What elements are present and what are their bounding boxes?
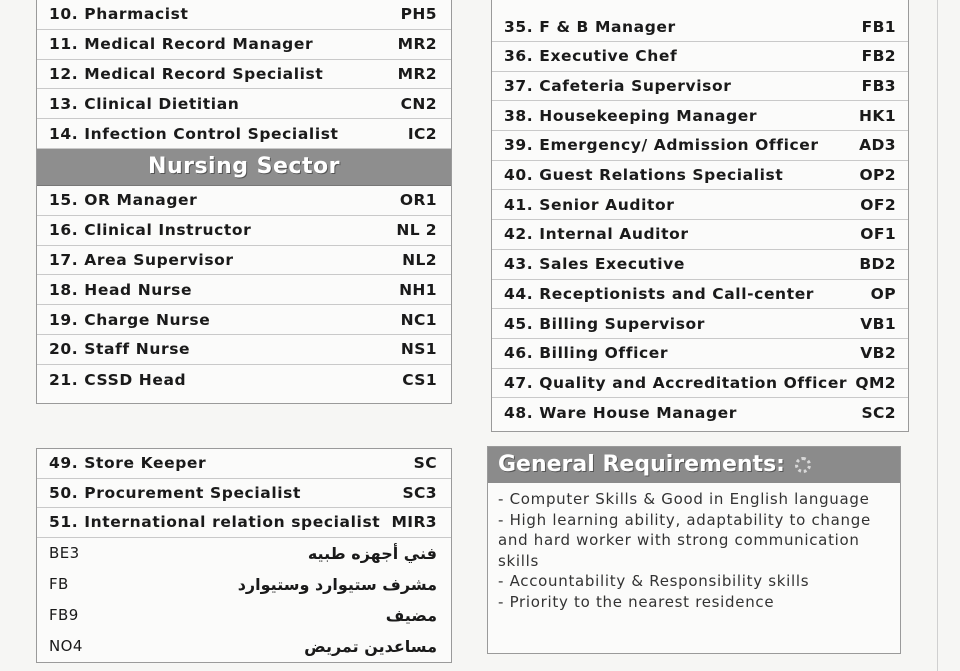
job-row [492, 190, 908, 220]
job-title: 35. F & B Manager [504, 17, 676, 36]
arabic-job-title: مساعدين تمريض [304, 636, 437, 656]
job-title: 37. Cafeteria Supervisor [504, 77, 732, 96]
requirement-item: - Priority to the nearest residence [498, 592, 775, 611]
job-title: 17. Area Supervisor [49, 250, 234, 269]
job-code: SC [413, 454, 437, 473]
job-row [492, 280, 908, 310]
job-title: 42. Internal Auditor [504, 225, 689, 244]
job-code: OP [870, 284, 896, 303]
job-code: NL2 [402, 250, 437, 269]
arabic-job-row [37, 569, 451, 600]
job-list-panel-bottom [36, 448, 452, 663]
requirements-title: General Requirements: [498, 452, 785, 477]
job-code: SC3 [402, 483, 437, 502]
job-title: 21. CSSD Head [49, 370, 187, 389]
job-row [37, 365, 451, 395]
job-row [492, 101, 908, 131]
job-code: QM2 [855, 373, 896, 392]
job-row [37, 119, 451, 149]
requirements-banner [488, 447, 900, 483]
job-row [37, 0, 451, 30]
job-code: FB9 [49, 606, 79, 625]
job-row [492, 72, 908, 102]
job-code: NH1 [399, 280, 437, 299]
job-title: 38. Housekeeping Manager [504, 106, 758, 125]
job-title: 43. Sales Executive [504, 255, 685, 274]
job-code: MIR3 [391, 513, 437, 532]
job-title: 18. Head Nurse [49, 280, 193, 299]
job-row [37, 335, 451, 365]
job-row [492, 0, 908, 42]
job-code: NL 2 [396, 221, 437, 240]
job-row [492, 161, 908, 191]
job-code: OR1 [399, 191, 437, 210]
job-title: 20. Staff Nurse [49, 340, 191, 359]
arabic-job-row [37, 631, 451, 662]
job-title: 12. Medical Record Specialist [49, 64, 324, 83]
job-title: 48. Ware House Manager [504, 404, 738, 423]
job-code: SC2 [861, 404, 896, 423]
job-title: 19. Charge Nurse [49, 310, 211, 329]
job-row [37, 60, 451, 90]
job-title: 40. Guest Relations Specialist [504, 166, 784, 185]
job-code: FB [49, 575, 69, 594]
job-row [37, 30, 451, 60]
job-row [492, 250, 908, 280]
job-title: 16. Clinical Instructor [49, 221, 252, 240]
job-title: 44. Receptionists and Call-center [504, 284, 815, 303]
job-code: MR2 [397, 35, 437, 54]
job-row [37, 508, 451, 538]
job-row [37, 305, 451, 335]
job-row [492, 339, 908, 369]
job-row [492, 369, 908, 399]
job-title: 14. Infection Control Specialist [49, 124, 339, 143]
general-requirements-panel [487, 446, 901, 654]
job-title: 45. Billing Supervisor [504, 314, 706, 333]
job-code: NS1 [400, 340, 437, 359]
job-code: HK1 [859, 106, 896, 125]
job-code: CN2 [400, 94, 437, 113]
job-code: CS1 [402, 370, 437, 389]
job-title: 50. Procurement Specialist [49, 483, 301, 502]
job-code: NC1 [400, 310, 437, 329]
job-title: 36. Executive Chef [504, 47, 678, 66]
job-code: MR2 [397, 64, 437, 83]
job-code: IC2 [407, 124, 437, 143]
job-code: BD2 [859, 255, 896, 274]
job-row [492, 131, 908, 161]
job-row [37, 449, 451, 479]
job-code: NO4 [49, 637, 83, 656]
job-title: 11. Medical Record Manager [49, 35, 314, 54]
job-code: OF1 [860, 225, 896, 244]
job-code: OF2 [860, 195, 896, 214]
job-code: FB2 [861, 47, 896, 66]
job-row [37, 479, 451, 509]
job-title: 46. Billing Officer [504, 344, 669, 363]
job-title: 13. Clinical Dietitian [49, 94, 240, 113]
job-code: VB1 [860, 314, 896, 333]
job-row [37, 89, 451, 119]
job-row [37, 186, 451, 216]
job-code: FB3 [861, 77, 896, 96]
job-row [37, 216, 451, 246]
job-title: 51. International relation specialist [49, 513, 381, 532]
job-row [37, 246, 451, 276]
arabic-job-title: مشرف ستيوارد وستيوارد [237, 574, 437, 594]
requirement-item: - Computer Skills & Good in English language [498, 490, 870, 508]
arabic-job-title: فني أجهزه طبيه [307, 543, 437, 563]
job-title: 47. Quality and Accreditation Officer [504, 373, 848, 392]
job-code: PH5 [400, 5, 437, 24]
job-list-panel-left [36, 0, 452, 404]
requirement-item: - Accountability & Responsibility skills [498, 572, 810, 590]
job-code: FB1 [861, 17, 896, 36]
job-code: VB2 [860, 344, 896, 363]
job-code: BE3 [49, 544, 80, 563]
job-title: 41. Senior Auditor [504, 195, 675, 214]
arabic-job-row [37, 538, 451, 569]
nursing-sector-banner: Nursing Sector [37, 149, 451, 186]
job-row [492, 309, 908, 339]
job-row [492, 42, 908, 72]
gear-icon [795, 457, 811, 473]
job-title: 15. OR Manager [49, 191, 198, 210]
job-list-panel-right [491, 0, 909, 432]
job-code: OP2 [859, 166, 896, 185]
job-row [492, 398, 908, 428]
job-title: 10. Pharmacist [49, 5, 189, 24]
arabic-job-title: مضيف [385, 605, 437, 625]
job-row [37, 275, 451, 305]
job-title: 39. Emergency/ Admission Officer [504, 136, 819, 155]
job-row [492, 220, 908, 250]
arabic-job-row [37, 600, 451, 631]
job-code: AD3 [859, 136, 896, 155]
job-title: 49. Store Keeper [49, 454, 207, 473]
page-edge-line [937, 0, 938, 671]
requirement-item: - High learning ability, adaptability to change and hard worker with strong communication skills [498, 510, 871, 570]
requirements-list [488, 483, 900, 612]
